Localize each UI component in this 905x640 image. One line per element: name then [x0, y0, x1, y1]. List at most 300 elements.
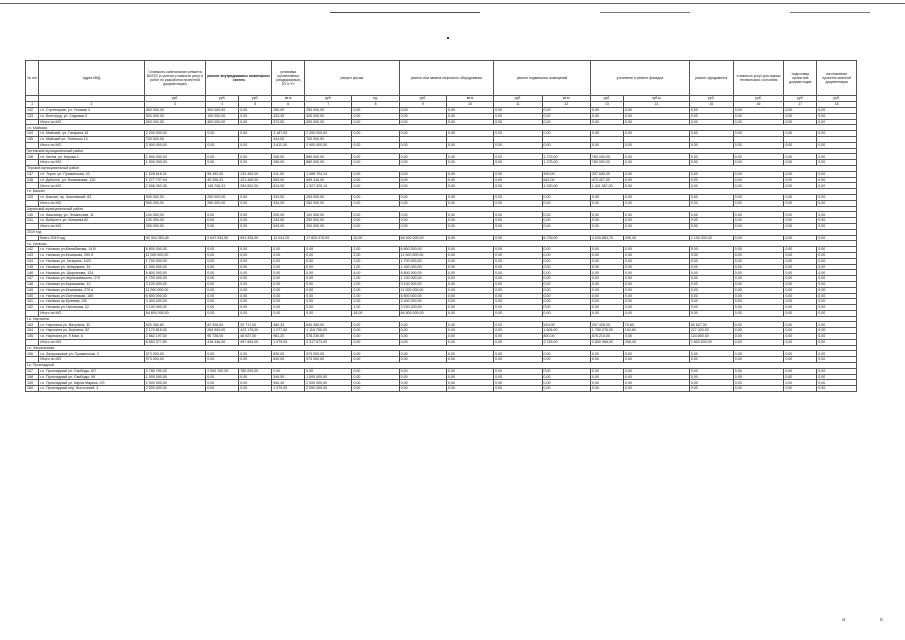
table-cell: 0,00	[590, 299, 623, 305]
table-cell: 148	[26, 281, 39, 287]
capital-repair-register-table	[25, 60, 857, 392]
table-cell: 0,00	[305, 281, 352, 287]
table-cell: 1 068 704,14	[305, 171, 352, 177]
table-cell: г.о. Нарткала ул. Берлина, 52	[39, 328, 145, 334]
table-cell: 121 400,00	[239, 177, 272, 183]
table-cell: 0,00	[206, 386, 239, 392]
table-cell: 0,00	[305, 258, 352, 264]
table-cell: 500 000,00	[144, 194, 206, 200]
table-cell: 11 000 000,00	[144, 287, 206, 293]
table-cell: 0,00	[590, 108, 623, 114]
table-cell: 0,00	[494, 177, 542, 183]
table-cell: 0,00	[784, 154, 817, 160]
column-number-cell: 4	[206, 102, 239, 108]
table-cell: 0,00	[590, 305, 623, 311]
table-cell: 0,00	[733, 357, 784, 363]
table-cell: 0,00	[623, 194, 689, 200]
table-cell: 250 000,00	[305, 218, 352, 224]
table-cell: 0,00	[494, 328, 542, 334]
table-cell: 100 000,00	[144, 212, 206, 218]
table-cell: 0,00	[623, 293, 689, 299]
table-cell: 0,00	[542, 108, 590, 114]
table-cell: 12 041,20	[272, 235, 305, 241]
column-number-cell: 7	[305, 102, 352, 108]
table-cell: г.о. Нальчик	[26, 241, 857, 247]
table-cell: г.о. Нарткала ул. Ватутина, 32	[39, 322, 145, 328]
table-cell: 0,00	[623, 351, 689, 357]
table-cell: 0,00	[239, 264, 272, 270]
table-cell: 0,00	[352, 131, 399, 137]
table-cell: 0,00	[784, 339, 817, 345]
table-cell: 0,00	[784, 287, 817, 293]
table-cell: 0,00	[446, 119, 493, 125]
table-cell: г.п. Дейское, ул. Московская, 120	[39, 177, 145, 183]
table-cell: 0,00	[305, 299, 352, 305]
table-cell: 0,00	[623, 386, 689, 392]
table-cell: 200,00	[272, 212, 305, 218]
table-cell: 0,00	[689, 258, 733, 264]
table-cell: 0,00	[623, 119, 689, 125]
table-cell: 1 700 000,00	[144, 258, 206, 264]
table-cell: 0,00	[733, 218, 784, 224]
table-cell: 0,00	[689, 212, 733, 218]
table-cell: 145 706,31	[206, 183, 239, 189]
table-cell: 100 000,00	[206, 113, 239, 119]
table-cell: Итого по МО	[39, 200, 145, 206]
table-cell: 0,00	[399, 212, 446, 218]
table-cell: 0,00	[494, 119, 542, 125]
table-cell: 227 420,00	[689, 328, 733, 334]
table-cell: г.о. Нальчик ул.Осетинская, 160	[39, 293, 145, 299]
table-cell: 2 906 353,35	[144, 183, 206, 189]
table-cell: 0,00	[206, 281, 239, 287]
table-cell: г.п. Бабугент, ул. Мечиева 82	[39, 218, 145, 224]
table-cell: 0,00	[689, 276, 733, 282]
unit-cell: куб.м	[623, 96, 689, 102]
table-cell: 0,00	[689, 194, 733, 200]
table-cell: 2 000 000,00	[305, 380, 352, 386]
table-cell: 0,00	[352, 339, 399, 345]
table-cell: 160	[26, 386, 39, 392]
table-cell: 433,30	[272, 113, 305, 119]
header-cell: ремонт фундамента	[689, 61, 733, 96]
table-cell: 3 611,00	[272, 142, 305, 148]
table-cell: 0,00	[784, 183, 817, 189]
table-cell: г.о. Нальчик ул.Мальбахова, 14 В	[39, 247, 145, 253]
table-cell: 830,00	[272, 357, 305, 363]
table-cell: 0,00	[542, 357, 590, 363]
column-number-cell: 3	[144, 102, 206, 108]
table-cell: 155	[26, 334, 39, 340]
table-cell: 104,60	[623, 328, 689, 334]
table-cell: 0,00	[352, 108, 399, 114]
table-cell: 0,00	[689, 247, 733, 253]
table-cell: 0,00	[733, 142, 784, 148]
table-cell: 0,00	[542, 351, 590, 357]
column-number-cell: 18	[817, 102, 857, 108]
table-cell: 0,00	[590, 119, 623, 125]
table-cell: 0,00	[239, 119, 272, 125]
table-cell: 640 385,00	[305, 322, 352, 328]
table-cell: 0,00	[817, 252, 857, 258]
table-cell: 0,00	[784, 160, 817, 166]
table-cell: 0,00	[733, 386, 784, 392]
table-cell: 0,00	[352, 113, 399, 119]
table-cell: 0,00	[494, 339, 542, 345]
table-cell: 1 700 000,00	[144, 276, 206, 282]
table-cell: 0,00	[446, 171, 493, 177]
table-cell: 0,00	[352, 368, 399, 374]
table-cell: 0,00	[733, 305, 784, 311]
table-cell: 1 000 000,00	[144, 374, 206, 380]
table-cell: 0,00	[784, 357, 817, 363]
table-cell: 0,00	[446, 299, 493, 305]
column-number-cell: 17	[784, 102, 817, 108]
table-cell: 100 000,00	[305, 212, 352, 218]
table-cell: 0,00	[494, 276, 542, 282]
table-cell: 0,00	[206, 351, 239, 357]
table-cell: 0,00	[817, 113, 857, 119]
table-cell: г.п. Кашхатау, ул. Эльмесова, 11	[39, 212, 145, 218]
table-cell: 0,00	[689, 281, 733, 287]
table-cell: 0,00	[272, 270, 305, 276]
table-cell: 0,00	[446, 142, 493, 148]
table-cell: 0,00	[623, 252, 689, 258]
header-cell: Адрес МКД	[39, 61, 145, 96]
table-cell: 0,00	[446, 310, 493, 316]
table-cell: 0,00	[494, 287, 542, 293]
table-cell: 0,00	[784, 113, 817, 119]
table-cell: 0,00	[305, 270, 352, 276]
table-cell: 0,00	[206, 276, 239, 282]
table-cell: 0,00	[590, 223, 623, 229]
unit-cell: руб.	[494, 96, 542, 102]
table-cell: 0,00	[689, 108, 733, 114]
table-cell: 0,00	[733, 171, 784, 177]
table-cell: 0,00	[494, 281, 542, 287]
table-cell: 0,00	[352, 223, 399, 229]
table-cell: 0,00	[494, 380, 542, 386]
table-cell: 0,00	[817, 287, 857, 293]
table-cell: 0,00	[817, 223, 857, 229]
table-cell: 0,00	[239, 194, 272, 200]
table-cell: 0,00	[623, 223, 689, 229]
table-cell: 0,00	[784, 177, 817, 183]
table-cell: 0,00	[784, 281, 817, 287]
table-cell: 0,00	[689, 299, 733, 305]
table-cell: 0,00	[399, 131, 446, 137]
table-cell: 0,00	[623, 264, 689, 270]
table-cell: 0,00	[623, 212, 689, 218]
table-cell: 0,00	[446, 160, 493, 166]
table-cell: 0,00	[272, 368, 305, 374]
table-cell: Итого по МО	[39, 142, 145, 148]
table-cell: 473 427,00	[590, 177, 623, 183]
table-cell: 0,00	[623, 276, 689, 282]
table-cell: 0,00	[446, 108, 493, 114]
table-cell: 142	[26, 247, 39, 253]
table-cell: 2,00	[352, 252, 399, 258]
table-cell: 0,00	[446, 131, 493, 137]
table-cell: 158	[26, 374, 39, 380]
table-cell: 0,00	[784, 252, 817, 258]
table-cell: 0,00	[206, 264, 239, 270]
table-cell: 0,00	[817, 218, 857, 224]
table-cell: 0,00	[399, 374, 446, 380]
table-cell: 0,00	[494, 310, 542, 316]
table-cell: 500 000,00	[144, 113, 206, 119]
table-cell: 0,00	[446, 293, 493, 299]
table-cell: 0,00	[623, 200, 689, 206]
table-cell: 0,00	[239, 160, 272, 166]
table-cell: 0,00	[305, 264, 352, 270]
table-cell: 0,00	[399, 339, 446, 345]
table-cell: 480,33	[272, 322, 305, 328]
table-cell: 0,00	[494, 334, 542, 340]
header-cell: утепление и ремонт фасадов	[590, 61, 689, 96]
table-cell: 0,00	[446, 281, 493, 287]
table-cell: 0,00	[590, 200, 623, 206]
table-cell: 0,00	[446, 328, 493, 334]
corner-mark: tr	[880, 618, 884, 623]
table-cell: 0,00	[399, 113, 446, 119]
table-cell: 0,00	[623, 154, 689, 160]
table-cell: 1 277 737,04	[144, 177, 206, 183]
table-cell: 880 000,00	[305, 154, 352, 160]
table-cell: 154	[26, 328, 39, 334]
table-cell: 0,00	[784, 194, 817, 200]
table-cell: 1 700 000,00	[399, 276, 446, 282]
column-number-cell: 15	[689, 102, 733, 108]
table-cell: 0,00	[446, 200, 493, 206]
table-cell: 0,00	[817, 131, 857, 137]
table-cell: 0,00	[494, 305, 542, 311]
table-cell: 0,00	[446, 357, 493, 363]
table-cell: 0,00	[239, 154, 272, 160]
table-cell: 1 079,00	[272, 386, 305, 392]
table-cell: 814,00	[272, 183, 305, 189]
table-cell: 0,00	[817, 334, 857, 340]
table-cell: 0,00	[206, 247, 239, 253]
table-cell: 0,00	[239, 252, 272, 258]
table-cell: 0,00	[623, 368, 689, 374]
table-cell: 0,00	[733, 177, 784, 183]
table-cell: 0,00	[733, 322, 784, 328]
column-number-cell: 2	[39, 102, 145, 108]
table-cell: 0,00	[399, 218, 446, 224]
table-cell: 0,00	[733, 113, 784, 119]
table-cell: 3 400 000,00	[399, 299, 446, 305]
table-cell: 0,00	[689, 113, 733, 119]
table-cell: 300 000,00	[305, 223, 352, 229]
table-cell: 250 000,00	[305, 194, 352, 200]
table-cell: 830,00	[272, 351, 305, 357]
unit-cell: руб.	[784, 96, 817, 102]
table-cell: 0,00	[542, 113, 590, 119]
table-cell: 0,00	[817, 281, 857, 287]
table-cell: 0,00	[733, 235, 784, 241]
table-cell: 0,00	[399, 183, 446, 189]
table-header-row	[26, 61, 857, 96]
table-cell: 0,00	[239, 270, 272, 276]
table-cell: 0,00	[494, 131, 542, 137]
table-cell: 0,00	[239, 351, 272, 357]
table-cell: 0,00	[817, 322, 857, 328]
table-cell: 0,00	[352, 183, 399, 189]
table-cell: 0,00	[399, 368, 446, 374]
table-cell: 0,00	[623, 171, 689, 177]
unit-cell: кв.м	[542, 96, 590, 102]
table-cell: г.п. Майская	[26, 125, 857, 131]
table-cell: 0,00	[689, 142, 733, 148]
table-cell: 0,00	[784, 142, 817, 148]
table-cell: 0,00	[542, 310, 590, 316]
table-cell: г.п. Белгород, ул. Садовая 3	[39, 113, 145, 119]
table-cell: 0,00	[623, 177, 689, 183]
table-cell: 11 000 000,00	[399, 287, 446, 293]
column-number-cell: 16	[733, 102, 784, 108]
table-cell: 0,00	[272, 310, 305, 316]
unit-cell: руб.	[733, 96, 784, 102]
table-cell: 0,00	[733, 276, 784, 282]
table-cell: 0,00	[206, 223, 239, 229]
table-cell: 0,00	[446, 258, 493, 264]
table-cell: 0,00	[494, 357, 542, 363]
table-cell: г.п. Стрелецкая, ул. Угловая 4	[39, 108, 145, 114]
table-cell: 0,00	[446, 212, 493, 218]
table-cell: 254 802,00	[239, 183, 272, 189]
table-cell: 0,00	[817, 258, 857, 264]
table-cell: 0,00	[733, 194, 784, 200]
table-cell: 0,00	[446, 305, 493, 311]
table-cell: 60 627,00	[689, 322, 733, 328]
table-cell: 0,00	[272, 252, 305, 258]
table-cell: 0,00	[784, 218, 817, 224]
table-cell: 0,00	[446, 322, 493, 328]
table-cell: 0,00	[272, 264, 305, 270]
table-cell: 0,00	[623, 299, 689, 305]
table-cell: 500 000,00	[144, 200, 206, 206]
table-cell: г.о. Нальчик ул.Кешокова, 290 б	[39, 252, 145, 258]
table-cell: 2,00	[352, 247, 399, 253]
table-cell: 0,00	[733, 339, 784, 345]
table-cell: 0,00	[689, 351, 733, 357]
table-cell: 0,00	[817, 328, 857, 334]
table-cell: 0,00	[399, 351, 446, 357]
table-cell: г.о. Нальчик ул.Тарчокова, 12	[39, 305, 145, 311]
table-cell: 0,00	[542, 252, 590, 258]
table-cell: 0,00	[590, 247, 623, 253]
table-cell: 0,00	[494, 154, 542, 160]
header-cell: № п/п	[26, 61, 39, 96]
scan-edge-line	[0, 3, 905, 4]
table-cell: 0,00	[272, 258, 305, 264]
table-cell: 0,00	[494, 258, 542, 264]
table-cell: 0,00	[590, 293, 623, 299]
table-cell: 0,00	[623, 380, 689, 386]
table-cell: 133 400,00	[239, 171, 272, 177]
table-cell: 0,00	[446, 287, 493, 293]
table-cell: 0,00	[494, 368, 542, 374]
table-cell: 0,00	[623, 218, 689, 224]
table-cell: 250 000,00	[305, 200, 352, 206]
table-cell: 0,00	[817, 368, 857, 374]
table-cell: 0,00	[689, 218, 733, 224]
header-cell: ремонт или замена лифтового оборудования	[399, 61, 494, 96]
table-cell: 0,00	[494, 322, 542, 328]
table-cell: 0,00	[784, 334, 817, 340]
table-cell: 0,00	[399, 223, 446, 229]
table-cell: г.о. Нальчик пр.Кулиева, 2/6	[39, 299, 145, 305]
table-cell: 0,00	[733, 154, 784, 160]
table-cell: 650 000,00	[305, 119, 352, 125]
table-cell: 0,00	[689, 264, 733, 270]
table-cell: 0,00	[494, 212, 542, 218]
table-cell: 147	[26, 276, 39, 282]
table-cell: 0,00	[352, 328, 399, 334]
table-cell: 6 800 000,00	[399, 293, 446, 299]
table-cell: 0,00	[817, 380, 857, 386]
table-cell: 2 745,00	[542, 339, 590, 345]
table-cell: 0,00	[784, 299, 817, 305]
table-cell: 0,00	[817, 142, 857, 148]
table-cell: 0,00	[817, 160, 857, 166]
table-cell: 0,00	[239, 374, 272, 380]
table-cell: 0,00	[784, 235, 817, 241]
table-cell: 0,00	[399, 154, 446, 160]
scan-edge-line	[790, 12, 870, 13]
table-cell: 300 000,00	[206, 108, 239, 114]
table-cell: 1 000 000,00	[305, 374, 352, 380]
table-cell: 0,00	[689, 160, 733, 166]
table-cell: 0,00	[817, 339, 857, 345]
table-cell: 0,00	[305, 287, 352, 293]
unit-cell: руб.	[817, 96, 857, 102]
table-cell: 0,00	[689, 177, 733, 183]
table-cell: 0,00	[239, 218, 272, 224]
table-cell: 0,00	[305, 252, 352, 258]
table-cell: г.о. Прохладный ул. Свободы 107	[39, 368, 145, 374]
table-cell: 0,00	[399, 177, 446, 183]
table-cell: г.п. Баксан	[26, 189, 857, 195]
table-cell: 676 210,00	[590, 334, 623, 340]
table-cell: 0,00	[206, 154, 239, 160]
table-cell: 334,00	[272, 200, 305, 206]
table-cell: 0,00	[446, 339, 493, 345]
table-cell: 0,00	[239, 281, 272, 287]
table-cell: 0,00	[206, 160, 239, 166]
table-cell: 0,00	[446, 235, 493, 241]
table-cell: 300 000,00	[144, 223, 206, 229]
table-cell: 46 927,00	[239, 334, 272, 340]
table-cell: 0,00	[784, 368, 817, 374]
table-cell: 2 900 000,00	[305, 142, 352, 148]
table-cell: 137	[26, 171, 39, 177]
header-cell: ремонт подвальных помещений	[494, 61, 591, 96]
table-cell: 0,00	[352, 212, 399, 218]
table-cell: 0,00	[817, 200, 857, 206]
table-cell: 0,00	[352, 177, 399, 183]
table-cell: г.о. Нальчик ул. Шортанова, 124	[39, 270, 145, 276]
table-cell: 0,00	[590, 131, 623, 137]
table-cell: 0,00	[590, 252, 623, 258]
table-row	[26, 386, 857, 392]
header-cell: подготовка проектной документации	[784, 61, 817, 96]
table-cell: 1 628 616,31	[144, 171, 206, 177]
table-cell: 1 118 750,00	[305, 328, 352, 334]
table-cell: 0,00	[689, 223, 733, 229]
table-cell: 0,00	[817, 154, 857, 160]
